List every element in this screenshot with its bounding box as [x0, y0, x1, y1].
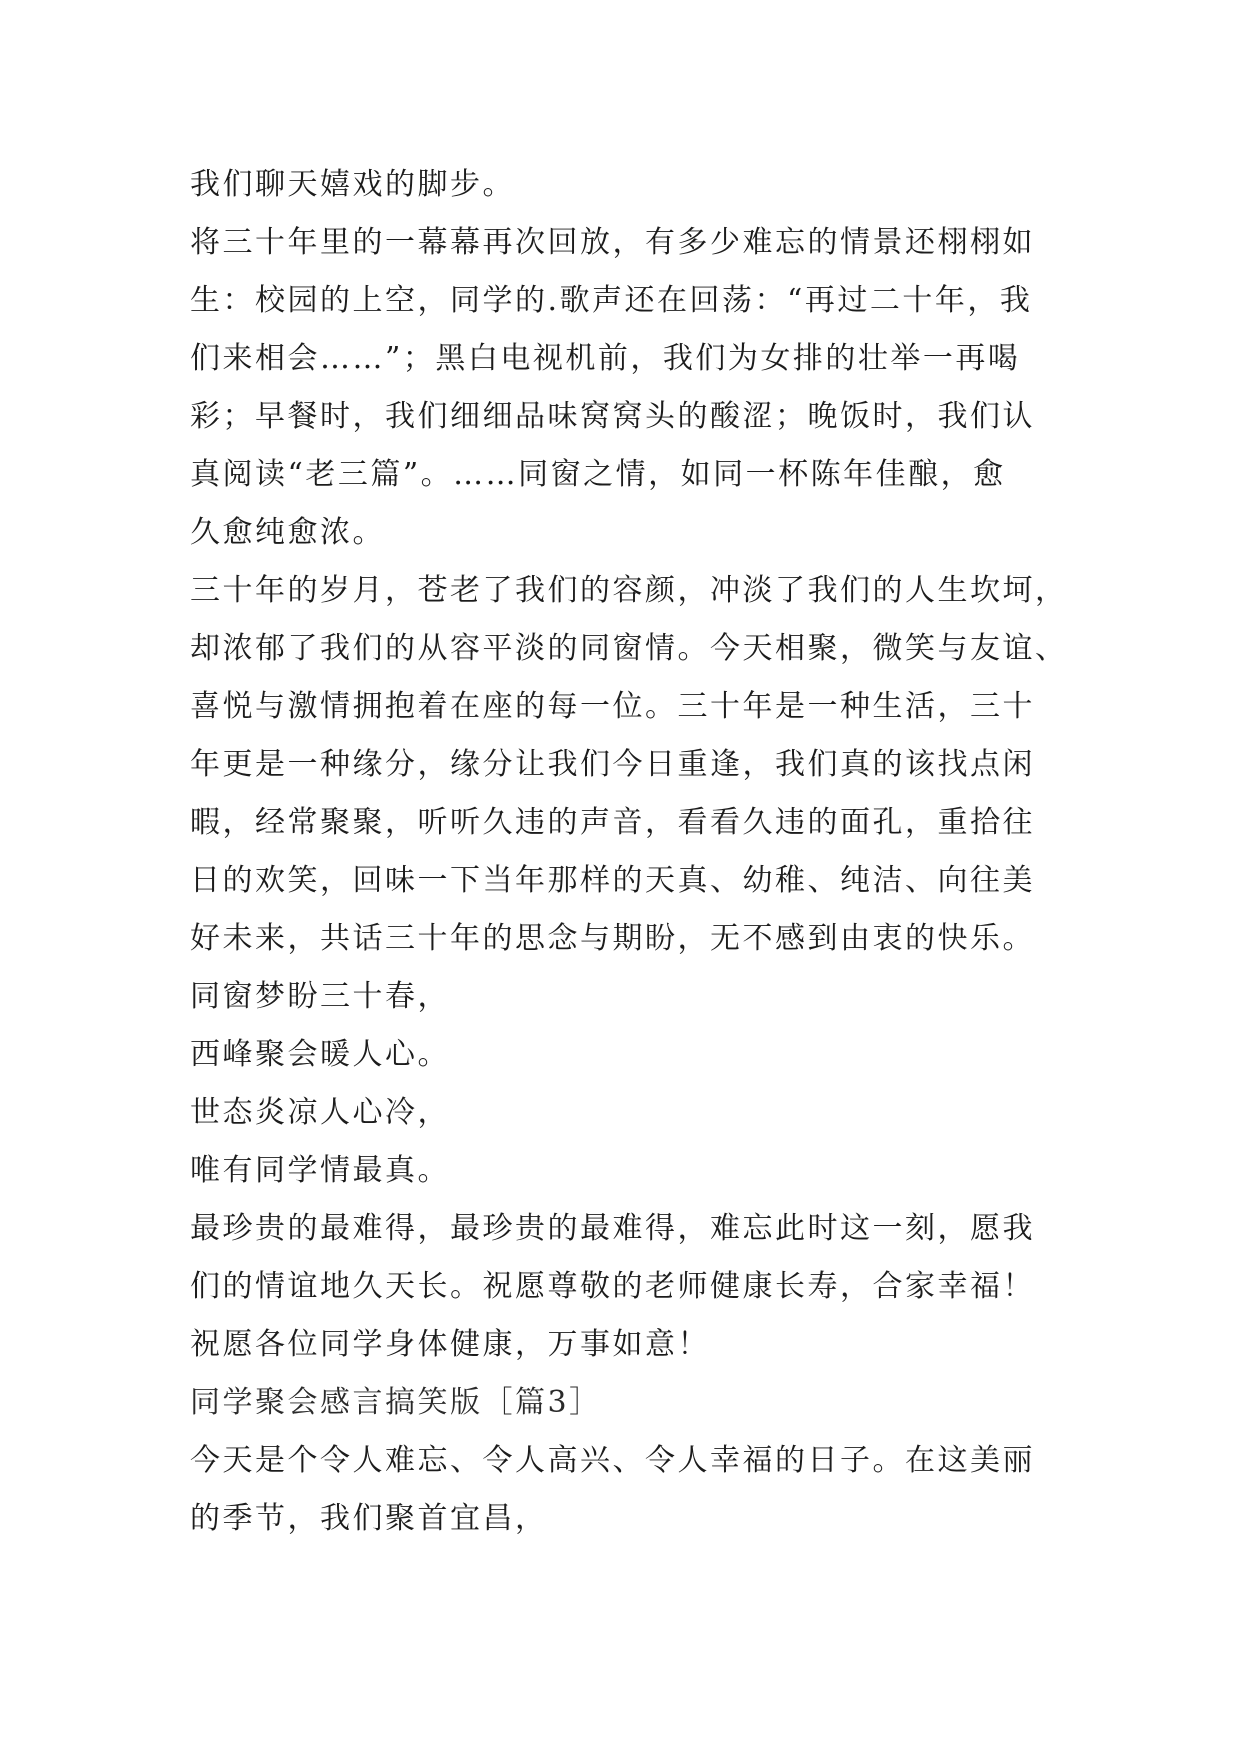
text-line: 们来相会……”；黑白电视机前，我们为女排的壮举一再喝: [190, 341, 1021, 376]
text-line: 的季节，我们聚首宜昌，: [190, 1501, 548, 1536]
paragraph-reflection: [190, 562, 1150, 968]
text-line: 久愈纯愈浓。: [190, 515, 385, 550]
text-line: 生：校园的上空，同学的.歌声还在回荡：“再过二十年，我: [190, 283, 1033, 318]
text-line: 将三十年里的一幕幕再次回放，有多少难忘的情景还栩栩如: [190, 225, 1035, 260]
paragraph-section-body: [190, 1432, 1150, 1548]
text-line: 我们聊天嬉戏的脚步。: [190, 167, 515, 202]
document-body: [190, 156, 1150, 1548]
text-line: 彩；早餐时，我们细细品味窝窝头的酸涩；晚饭时，我们认: [190, 399, 1035, 434]
text-line: 喜悦与激情拥抱着在座的每一位。三十年是一种生活，三十: [190, 689, 1035, 724]
paragraph-memories: [190, 214, 1150, 562]
section-heading: 同学聚会感言搞笑版［篇3］: [190, 1385, 602, 1420]
text-line: 今天是个令人难忘、令人高兴、令人幸福的日子。在这美丽: [190, 1443, 1035, 1478]
text-line: 们的情谊地久天长。祝愿尊敬的老师健康长寿，合家幸福！: [190, 1269, 1035, 1304]
text-line: 暇，经常聚聚，听听久违的声音，看看久违的面孔，重拾往: [190, 805, 1035, 840]
text-line: 年更是一种缘分，缘分让我们今日重逢，我们真的该找点闲: [190, 747, 1035, 782]
poem-line: 世态炎凉人心冷，: [190, 1095, 450, 1130]
paragraph-continuation: [190, 156, 1150, 214]
text-line: 三十年的岁月，苍老了我们的容颜，冲淡了我们的人生坎坷，: [190, 573, 1068, 608]
paragraph-wishes: [190, 1200, 1150, 1374]
text-line: 真阅读“老三篇”。……同窗之情，如同一杯陈年佳酿，愈: [190, 457, 1006, 492]
poem-line: 唯有同学情最真。: [190, 1153, 450, 1188]
poem: [190, 968, 1150, 1200]
text-line: 日的欢笑，回味一下当年那样的天真、幼稚、纯洁、向往美: [190, 863, 1035, 898]
text-line: 却浓郁了我们的从容平淡的同窗情。今天相聚，微笑与友谊、: [190, 631, 1068, 666]
text-line: 最珍贵的最难得，最珍贵的最难得，难忘此时这一刻，愿我: [190, 1211, 1035, 1246]
text-line: 好未来，共话三十年的思念与期盼，无不感到由衷的快乐。: [190, 921, 1035, 956]
poem-line: 西峰聚会暖人心。: [190, 1037, 450, 1072]
section-heading-block: [190, 1374, 1150, 1432]
poem-line: 同窗梦盼三十春，: [190, 979, 450, 1014]
text-line: 祝愿各位同学身体健康，万事如意！: [190, 1327, 710, 1362]
